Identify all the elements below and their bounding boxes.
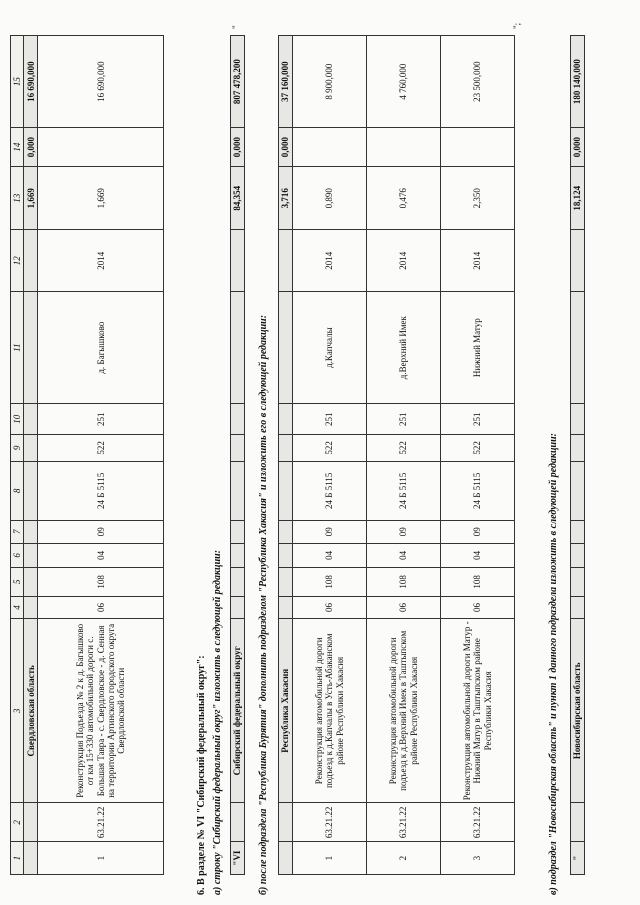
cell-c11: д.Верхний Имек (367, 291, 441, 404)
section-total-c13: 18,124 (571, 167, 585, 230)
siberia-row (231, 36, 245, 875)
row-number: 1 (293, 842, 367, 875)
cell-c6: 04 (38, 543, 164, 568)
khakassia-table (278, 35, 515, 875)
header-cell: 9 (11, 435, 24, 462)
sverdlovsk-table (10, 35, 164, 875)
cell-c15: 4 760,000 (367, 36, 441, 128)
siberia-table (230, 35, 245, 875)
cell-c5: 108 (367, 568, 441, 597)
cell-c5: 108 (441, 568, 515, 597)
cell-c10: 251 (367, 404, 441, 435)
row-code: 63.21.22 (293, 803, 367, 842)
cell-c9: 522 (293, 435, 367, 462)
instruction-6: 6. В разделе № VI "Сибирский федеральный округ": (196, 655, 207, 895)
header-cell: 3 (11, 619, 24, 803)
cell-c12: 2014 (38, 230, 164, 291)
row-number: 2 (367, 842, 441, 875)
cell-c8: 24 Б 5115 (367, 461, 441, 520)
cell-c15: 8 900,000 (293, 36, 367, 128)
header-cell: 6 (11, 543, 24, 568)
instruction-b: б) после подраздела "Республика Бурятия" дополнить подразделом "Республика Хакасия" и изложить его в следующей редакции: (258, 314, 269, 895)
cell-c5: 108 (293, 568, 367, 597)
row-code: 63.21.22 (367, 803, 441, 842)
row-code: 63.21.22 (38, 803, 164, 842)
quote-open: " (571, 842, 585, 875)
quote-close: "; (512, 22, 522, 29)
cell-c14 (441, 128, 515, 167)
table-row (367, 36, 441, 875)
cell-c13: 0,890 (293, 167, 367, 230)
header-cell: 10 (11, 404, 24, 435)
cell-c9: 522 (441, 435, 515, 462)
cell-c9: 522 (38, 435, 164, 462)
cell-c7: 09 (441, 521, 515, 544)
instruction-v: в) подраздел "Новосибирская область" и пункт 1 данного подраздела изложить в следующей редакции: (548, 433, 559, 895)
row-name: Реконструкция автомобильной дороги подъезд к д.Верхний Имек в Таштыпском районе Республики Хакасия (367, 619, 441, 803)
cell-c13: 1,669 (38, 167, 164, 230)
roman-numeral: "VI (231, 842, 245, 875)
cell-c14 (367, 128, 441, 167)
cell-c13: 2,350 (441, 167, 515, 230)
section-total-c15: 180 140,000 (571, 36, 585, 128)
cell-c12: 2014 (367, 230, 441, 291)
section-row-sverdlovsk (24, 36, 38, 875)
header-cell: 13 (11, 167, 24, 230)
district-c14: 0,000 (231, 128, 245, 167)
cell-c6: 04 (367, 543, 441, 568)
row-code: 63.21.22 (441, 803, 515, 842)
section-title: Свердловская область (24, 619, 38, 803)
section-title: Республика Хакасия (279, 619, 293, 803)
section-total-c13: 3,716 (279, 167, 293, 230)
cell-c13: 0,476 (367, 167, 441, 230)
cell-c8: 24 Б 5115 (38, 461, 164, 520)
section-total-c14: 0,000 (279, 128, 293, 167)
section-total-c15: 16 690,000 (24, 36, 38, 128)
cell-c10: 251 (293, 404, 367, 435)
header-cell: 15 (11, 36, 24, 128)
row-name: Реконструкция автомобильной дороги подъезд к д.Капчалы в Усть-Абаканском районе Республики Хакасия (293, 619, 367, 803)
cell-c10: 251 (38, 404, 164, 435)
table-row (38, 36, 164, 875)
header-cell: 7 (11, 521, 24, 544)
cell-c4: 06 (441, 596, 515, 619)
cell-c4: 06 (293, 596, 367, 619)
cell-c12: 2014 (293, 230, 367, 291)
header-cell: 4 (11, 596, 24, 619)
cell-c10: 251 (441, 404, 515, 435)
cell-c8: 24 Б 5115 (441, 461, 515, 520)
cell-c9: 522 (367, 435, 441, 462)
cell-c11: д. Багышково (38, 291, 164, 404)
cell-c6: 04 (441, 543, 515, 568)
cell-c7: 09 (293, 521, 367, 544)
instruction-a: а) строку "Сибирский федеральный округ" изложить в следующей редакции: (212, 549, 223, 895)
district-c15: 807 478,200 (231, 36, 245, 128)
table-row (441, 36, 515, 875)
header-cell: 11 (11, 291, 24, 404)
section-total-c14: 0,000 (571, 128, 585, 167)
district-name: Сибирский федеральный округ (231, 619, 245, 803)
header-cell: 2 (11, 803, 24, 842)
cell-c4: 06 (38, 596, 164, 619)
novosibirsk-table (570, 35, 585, 875)
section-row-khakassia (279, 36, 293, 875)
district-c13: 84,354 (231, 167, 245, 230)
cell-c15: 23 500,000 (441, 36, 515, 128)
section-total-c14: 0,000 (24, 128, 38, 167)
section-total-c15: 37 160,000 (279, 36, 293, 128)
row-name: Реконструкция автомобильной дороги Матур - Нижний Матур в Таштыпском районе Республики Хакасия (441, 619, 515, 803)
section-total-c13: 1,669 (24, 167, 38, 230)
cell-c11: Нижний Матур (441, 291, 515, 404)
cell-c12: 2014 (441, 230, 515, 291)
header-cell: 12 (11, 230, 24, 291)
section-row-novosibirsk (571, 36, 585, 875)
cell-c8: 24 Б 5115 (293, 461, 367, 520)
header-cell: 1 (11, 842, 24, 875)
cell-c7: 09 (367, 521, 441, 544)
cell-c14 (38, 128, 164, 167)
column-number-header (11, 36, 24, 875)
cell-c14 (293, 128, 367, 167)
row-number: 1 (38, 842, 164, 875)
quote-close: " (231, 25, 241, 29)
section-title: Новосибирская область (571, 619, 585, 803)
row-name: Реконструкция Подъезда № 2 к д. Багышково от км 15+330 автомобильной дороги с. Большая Тавра - с. Свердловское - д. Сенная на территории Артинского городского округа Свердловской области (38, 619, 164, 803)
header-cell: 14 (11, 128, 24, 167)
cell-c6: 04 (293, 543, 367, 568)
row-number: 3 (441, 842, 515, 875)
cell-c5: 108 (38, 568, 164, 597)
header-cell: 8 (11, 461, 24, 520)
cell-c15: 16 690,000 (38, 36, 164, 128)
cell-c11: д.Капчалы (293, 291, 367, 404)
cell-c7: 09 (38, 521, 164, 544)
table-row (293, 36, 367, 875)
header-cell: 5 (11, 568, 24, 597)
cell-c4: 06 (367, 596, 441, 619)
